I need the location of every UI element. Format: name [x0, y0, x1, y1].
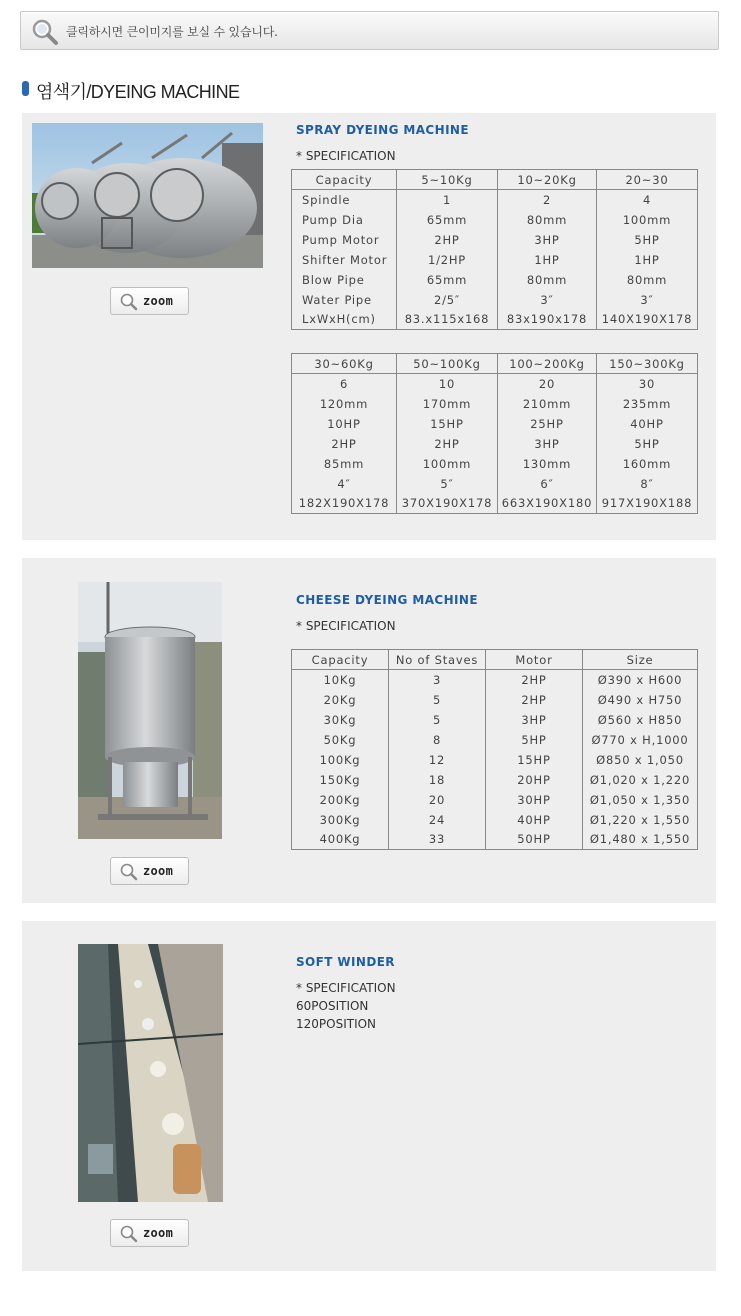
hint-bar	[20, 11, 719, 50]
table-cell: 100mm	[397, 454, 498, 474]
table-cell: 400Kg	[292, 830, 389, 850]
product-title: SOFT WINDER	[296, 955, 395, 969]
table-cell: 80mm	[498, 210, 597, 230]
zoom-label: zoom	[143, 864, 174, 878]
table-cell: 40HP	[597, 414, 698, 434]
table-header: 100~200Kg	[498, 354, 597, 374]
table-header: 30~60Kg	[292, 354, 397, 374]
table-row	[292, 394, 698, 414]
table-header: Size	[583, 650, 698, 670]
table-cell: 80mm	[498, 270, 597, 290]
table-row	[292, 710, 698, 730]
table-cell: Blow Pipe	[292, 270, 397, 290]
table-cell: 20Kg	[292, 690, 389, 710]
table-cell: 2HP	[397, 434, 498, 454]
table-cell: 3	[389, 670, 486, 690]
table-cell: 235mm	[597, 394, 698, 414]
table-cell: 150Kg	[292, 770, 389, 790]
magnifier-icon	[31, 18, 59, 46]
table-header: Motor	[486, 650, 583, 670]
table-row	[292, 494, 698, 514]
table-cell: 33	[389, 830, 486, 850]
spec-label: * SPECIFICATION	[296, 619, 396, 633]
table-row	[292, 414, 698, 434]
table-cell: 10HP	[292, 414, 397, 434]
table-cell: Pump Motor	[292, 230, 397, 250]
table-row	[292, 730, 698, 750]
table-cell: 18	[389, 770, 486, 790]
table-cell: 1/2HP	[397, 250, 498, 270]
table-row	[292, 270, 698, 290]
table-cell: 2HP	[486, 690, 583, 710]
soft-winder-photo[interactable]	[78, 944, 223, 1202]
table-cell: 30Kg	[292, 710, 389, 730]
table-cell: 80mm	[597, 270, 698, 290]
spec-table-cheese	[291, 649, 698, 850]
zoom-icon	[120, 293, 138, 311]
table-header: No of Staves	[389, 650, 486, 670]
table-cell: 50HP	[486, 830, 583, 850]
table-cell: Ø1,050 x 1,350	[583, 790, 698, 810]
table-cell: 40HP	[486, 810, 583, 830]
table-cell: 20HP	[486, 770, 583, 790]
table-cell: 2HP	[292, 434, 397, 454]
table-cell: Ø1,220 x 1,550	[583, 810, 698, 830]
table-cell: 5HP	[486, 730, 583, 750]
table-cell: Ø390 x H600	[583, 670, 698, 690]
hint-text: 클릭하시면 큰이미지를 보실 수 있습니다.	[66, 25, 278, 39]
table-cell: 15HP	[397, 414, 498, 434]
spray-dyeing-photo[interactable]	[32, 123, 263, 268]
table-cell: 50Kg	[292, 730, 389, 750]
table-header: 10~20Kg	[498, 170, 597, 190]
table-cell: Ø490 x H750	[583, 690, 698, 710]
table-header: 50~100Kg	[397, 354, 498, 374]
table-cell: 300Kg	[292, 810, 389, 830]
table-header: Capacity	[292, 170, 397, 190]
table-row	[292, 790, 698, 810]
table-cell: 25HP	[498, 414, 597, 434]
zoom-button[interactable]	[110, 1219, 189, 1247]
table-cell: 85mm	[292, 454, 397, 474]
table-cell: 4	[597, 190, 698, 210]
table-cell: 100mm	[597, 210, 698, 230]
table-cell: 3″	[597, 290, 698, 310]
cheese-dyeing-photo[interactable]	[78, 582, 222, 839]
zoom-button[interactable]	[110, 857, 189, 885]
table-header: Capacity	[292, 650, 389, 670]
table-cell: 210mm	[498, 394, 597, 414]
spec-line: 120POSITION	[296, 1017, 377, 1031]
product-panel-cheese	[22, 558, 716, 903]
table-row	[292, 810, 698, 830]
table-cell: 2	[498, 190, 597, 210]
table-cell: 6	[292, 374, 397, 394]
table-cell: 160mm	[597, 454, 698, 474]
table-cell: Water Pipe	[292, 290, 397, 310]
table-cell: 8	[389, 730, 486, 750]
table-row	[292, 750, 698, 770]
table-cell: 3HP	[498, 434, 597, 454]
table-cell: 3HP	[486, 710, 583, 730]
title-bullet	[22, 81, 29, 96]
table-cell: 10Kg	[292, 670, 389, 690]
table-row	[292, 210, 698, 230]
table-cell: 4″	[292, 474, 397, 494]
table-cell: Ø770 x H,1000	[583, 730, 698, 750]
zoom-button[interactable]	[110, 287, 189, 315]
table-cell: 20	[389, 790, 486, 810]
table-cell: 15HP	[486, 750, 583, 770]
table-cell: 3HP	[498, 230, 597, 250]
table-row	[292, 250, 698, 270]
table-cell: 24	[389, 810, 486, 830]
zoom-icon	[120, 1225, 138, 1243]
table-cell: LxWxH(cm)	[292, 310, 397, 330]
product-panel-spray	[22, 113, 716, 540]
table-cell: Ø560 x H850	[583, 710, 698, 730]
spec-label: * SPECIFICATION	[296, 149, 396, 163]
product-title: CHEESE DYEING MACHINE	[296, 593, 478, 607]
table-cell: 30	[597, 374, 698, 394]
table-cell: 1	[397, 190, 498, 210]
table-cell: 83.x115x168	[397, 310, 498, 330]
spec-line: 60POSITION	[296, 999, 369, 1013]
table-header: 5~10Kg	[397, 170, 498, 190]
table-cell: 370X190X178	[397, 494, 498, 514]
spec-label: * SPECIFICATION	[296, 981, 396, 995]
table-cell: Ø1,480 x 1,550	[583, 830, 698, 850]
table-cell: 5	[389, 710, 486, 730]
table-row	[292, 230, 698, 250]
table-cell: Shifter Motor	[292, 250, 397, 270]
page-title-text: 염색기/DYEING MACHINE	[36, 82, 240, 102]
table-cell: 140X190X178	[597, 310, 698, 330]
table-row	[292, 310, 698, 330]
table-cell: 2/5″	[397, 290, 498, 310]
table-cell: 2HP	[397, 230, 498, 250]
table-cell: 6″	[498, 474, 597, 494]
table-cell: 663X190X180	[498, 494, 597, 514]
zoom-label: zoom	[143, 294, 174, 308]
zoom-label: zoom	[143, 1226, 174, 1240]
table-cell: 30HP	[486, 790, 583, 810]
table-cell: 170mm	[397, 394, 498, 414]
table-cell: 917X190X188	[597, 494, 698, 514]
table-row	[292, 434, 698, 454]
table-row	[292, 454, 698, 474]
table-row	[292, 830, 698, 850]
table-cell: 20	[498, 374, 597, 394]
table-cell: 5	[389, 690, 486, 710]
table-header: 20~30	[597, 170, 698, 190]
table-cell: 8″	[597, 474, 698, 494]
zoom-icon	[120, 863, 138, 881]
table-cell: Ø850 x 1,050	[583, 750, 698, 770]
table-cell: 2HP	[486, 670, 583, 690]
table-cell: 65mm	[397, 210, 498, 230]
table-cell: 130mm	[498, 454, 597, 474]
table-cell: 5HP	[597, 434, 698, 454]
table-row	[292, 190, 698, 210]
product-panel-soft-winder	[22, 921, 716, 1271]
table-cell: 120mm	[292, 394, 397, 414]
table-cell: 3″	[498, 290, 597, 310]
table-row	[292, 670, 698, 690]
table-row	[292, 290, 698, 310]
table-cell: Ø1,020 x 1,220	[583, 770, 698, 790]
table-cell: 1HP	[597, 250, 698, 270]
table-cell: 83x190x178	[498, 310, 597, 330]
table-cell: 10	[397, 374, 498, 394]
table-cell: 182X190X178	[292, 494, 397, 514]
table-row	[292, 770, 698, 790]
table-cell: 200Kg	[292, 790, 389, 810]
spec-table-1	[291, 169, 698, 330]
table-row	[292, 374, 698, 394]
table-row	[292, 690, 698, 710]
table-row	[292, 474, 698, 494]
table-header: 150~300Kg	[597, 354, 698, 374]
spec-table-2	[291, 353, 698, 514]
table-cell: 65mm	[397, 270, 498, 290]
table-cell: 100Kg	[292, 750, 389, 770]
product-title: SPRAY DYEING MACHINE	[296, 123, 469, 137]
table-cell: 5HP	[597, 230, 698, 250]
table-cell: Pump Dia	[292, 210, 397, 230]
table-cell: 5″	[397, 474, 498, 494]
table-cell: Spindle	[292, 190, 397, 210]
table-cell: 12	[389, 750, 486, 770]
table-cell: 1HP	[498, 250, 597, 270]
